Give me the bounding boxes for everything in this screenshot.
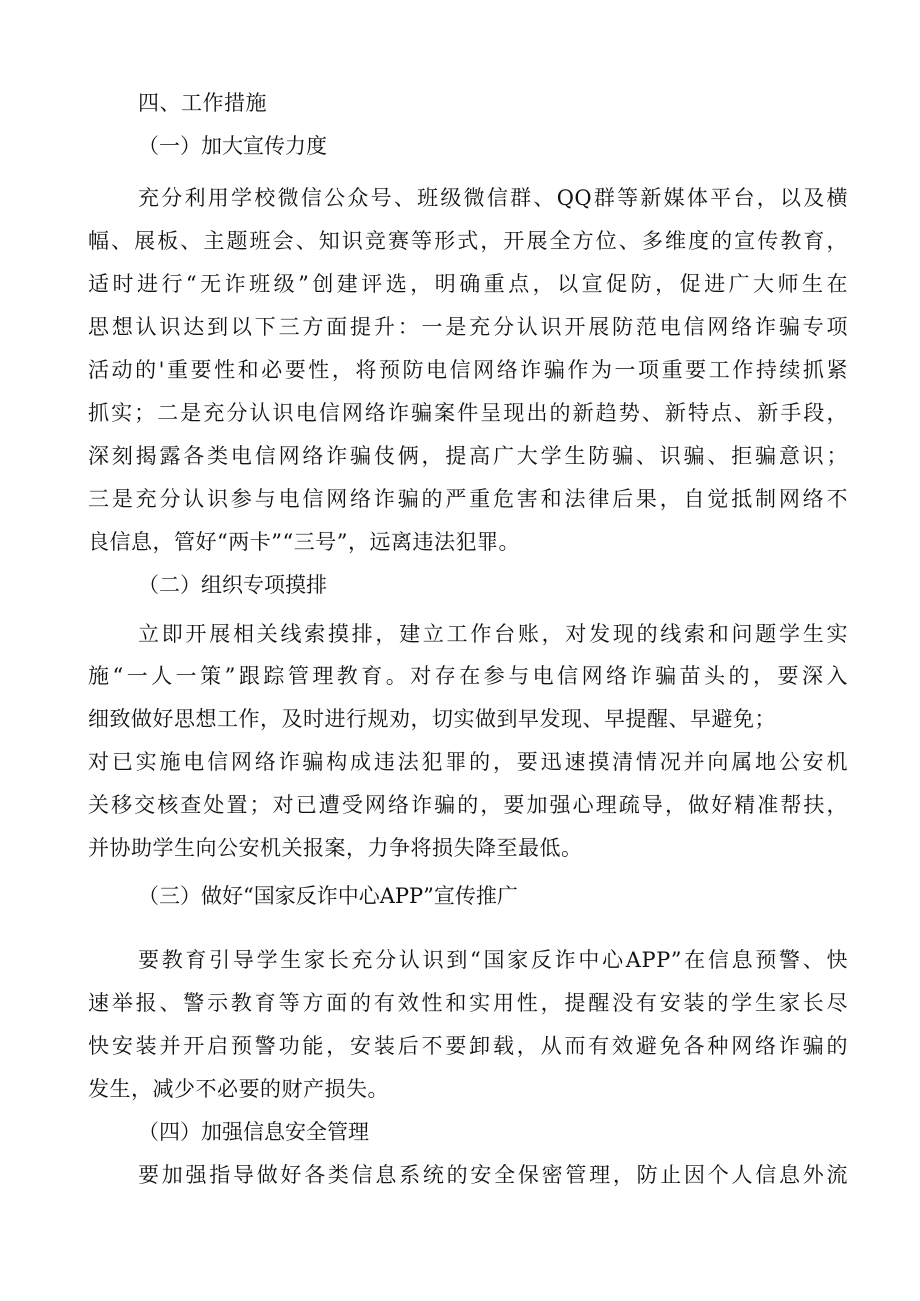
paragraph-line: 速举报、警示教育等方面的有效性和实用性，提醒没有安装的学生家长尽 bbox=[88, 991, 848, 1015]
paragraph-line: 适时进行“无诈班级”创建评选，明确重点，以宣促防，促进广大师生在 bbox=[88, 272, 848, 296]
paragraph-line: 快安装并开启预警功能，安装后不要卸载，从而有效避免各种网络诈骗的 bbox=[88, 1034, 848, 1058]
subsection-heading-2: （二）组织专项摸排 bbox=[138, 573, 327, 597]
paragraph-line: 关移交核查处置；对已遭受网络诈骗的，要加强心理疏导，做好精准帮扶， bbox=[88, 793, 848, 817]
subsection-heading-4: （四）加强信息安全管理 bbox=[138, 1120, 369, 1144]
section-heading: 四、工作措施 bbox=[138, 91, 267, 115]
paragraph-line: 立即开展相关线索摸排，建立工作台账，对发现的线索和问题学生实 bbox=[138, 622, 848, 646]
paragraph-line: 抓实；二是充分认识电信网络诈骗案件呈现出的新趋势、新特点、新手段， bbox=[88, 401, 848, 425]
paragraph-line: 细致做好思想工作，及时进行规劝，切实做到早发现、早提醒、早避免； bbox=[88, 707, 776, 731]
paragraph-line: 良信息，管好“两卡”“三号”，远离违法犯罪。 bbox=[88, 530, 520, 554]
paragraph-line: 施“一人一策”跟踪管理教育。对存在参与电信网络诈骗苗头的，要深入 bbox=[88, 664, 848, 688]
paragraph-line: 要加强指导做好各类信息系统的安全保密管理，防止因个人信息外流 bbox=[138, 1163, 848, 1187]
paragraph-line: 发生，减少不必要的财产损失。 bbox=[88, 1077, 389, 1101]
paragraph-line: 要教育引导学生家长充分认识到“国家反诈中心APP”在信息预警、快 bbox=[138, 948, 848, 972]
subsection-heading-3: （三）做好“国家反诈中心APP”宣传推广 bbox=[138, 884, 518, 908]
paragraph-line: 思想认识达到以下三方面提升：一是充分认识开展防范电信网络诈骗专项 bbox=[88, 315, 848, 339]
paragraph-line: 并协助学生向公安机关报案，力争将损失降至最低。 bbox=[88, 836, 583, 860]
paragraph-line: 活动的'重要性和必要性，将预防电信网络诈骗作为一项重要工作持续抓紧 bbox=[88, 358, 848, 382]
paragraph-line: 深刻揭露各类电信网络诈骗伎俩，提高广大学生防骗、识骗、拒骗意识； bbox=[88, 444, 848, 468]
paragraph-line: 充分利用学校微信公众号、班级微信群、QQ群等新媒体平台，以及横 bbox=[138, 186, 848, 210]
paragraph-line: 对已实施电信网络诈骗构成违法犯罪的，要迅速摸清情况并向属地公安机 bbox=[88, 750, 848, 774]
paragraph-line: 幅、展板、主题班会、知识竞赛等形式，开展全方位、多维度的宣传教育， bbox=[88, 229, 848, 253]
paragraph-line: 三是充分认识参与电信网络诈骗的严重危害和法律后果，自觉抵制网络不 bbox=[88, 487, 848, 511]
subsection-heading-1: （一）加大宣传力度 bbox=[138, 134, 327, 158]
